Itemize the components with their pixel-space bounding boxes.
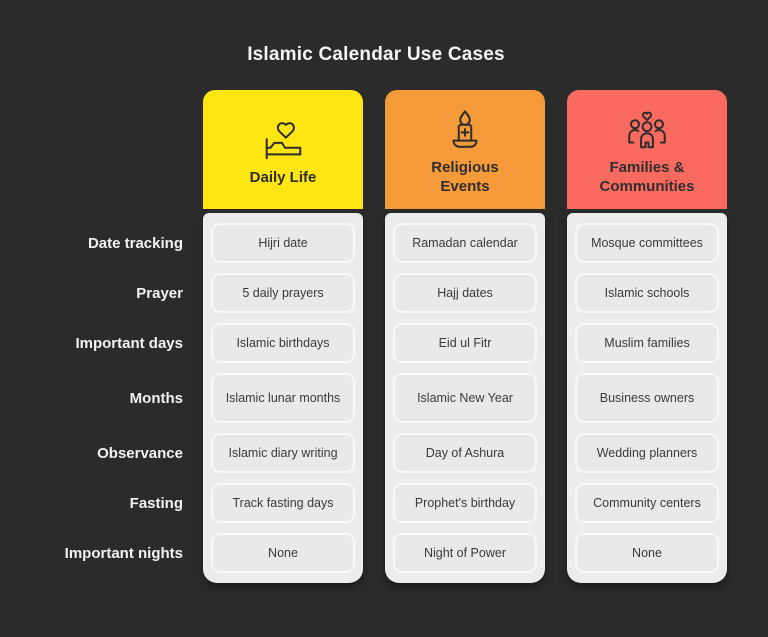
cell-daily-life-observance: Islamic diary writing xyxy=(211,433,355,473)
cell-daily-life-important-days: Islamic birthdays xyxy=(211,323,355,363)
cell-families-communities-fasting: Community centers xyxy=(575,483,719,523)
cell-religious-events-prayer: Hajj dates xyxy=(393,273,537,313)
column-title: Families & Communities xyxy=(599,159,695,195)
bed-heart-icon xyxy=(260,118,306,164)
column-header-religious-events xyxy=(385,90,545,209)
row-label-prayer: Prayer xyxy=(136,284,183,302)
column-body-religious-events xyxy=(385,213,545,583)
column-header-families-communities xyxy=(567,90,727,209)
row-label-important-nights: Important nights xyxy=(64,544,183,562)
cell-religious-events-months: Islamic New Year xyxy=(393,373,537,423)
row-label-months: Months xyxy=(129,389,183,407)
row-label-fasting: Fasting xyxy=(129,494,183,512)
column-title: Religious Events xyxy=(431,159,499,195)
cell-daily-life-months: Islamic lunar months xyxy=(211,373,355,423)
cell-daily-life-prayer: 5 daily prayers xyxy=(211,273,355,313)
row-labels-column xyxy=(20,223,183,583)
page-title: Islamic Calendar Use Cases xyxy=(247,44,505,65)
cell-families-communities-date-tracking: Mosque committees xyxy=(575,223,719,263)
column-families-communities xyxy=(567,90,727,583)
row-label-important-days: Important days xyxy=(75,334,183,352)
column-body-daily-life xyxy=(203,213,363,583)
cell-religious-events-observance: Day of Ashura xyxy=(393,433,537,473)
row-label-observance: Observance xyxy=(97,444,183,462)
column-religious-events xyxy=(385,90,545,583)
cell-religious-events-fasting: Prophet's birthday xyxy=(393,483,537,523)
candle-icon xyxy=(442,108,488,154)
cell-daily-life-important-nights: None xyxy=(211,533,355,573)
row-label-date-tracking: Date tracking xyxy=(87,234,183,252)
column-header-daily-life xyxy=(203,90,363,209)
column-body-families-communities xyxy=(567,213,727,583)
cell-families-communities-prayer: Islamic schools xyxy=(575,273,719,313)
cell-daily-life-fasting: Track fasting days xyxy=(211,483,355,523)
comparison-table xyxy=(20,90,727,583)
cell-families-communities-important-days: Muslim families xyxy=(575,323,719,363)
column-daily-life xyxy=(203,90,363,583)
cell-families-communities-important-nights: None xyxy=(575,533,719,573)
cell-daily-life-date-tracking: Hijri date xyxy=(211,223,355,263)
cell-religious-events-date-tracking: Ramadan calendar xyxy=(393,223,537,263)
cell-religious-events-important-days: Eid ul Fitr xyxy=(393,323,537,363)
family-icon xyxy=(624,108,670,154)
cell-families-communities-observance: Wedding planners xyxy=(575,433,719,473)
cell-religious-events-important-nights: Night of Power xyxy=(393,533,537,573)
cell-families-communities-months: Business owners xyxy=(575,373,719,423)
column-title: Daily Life xyxy=(249,168,317,186)
